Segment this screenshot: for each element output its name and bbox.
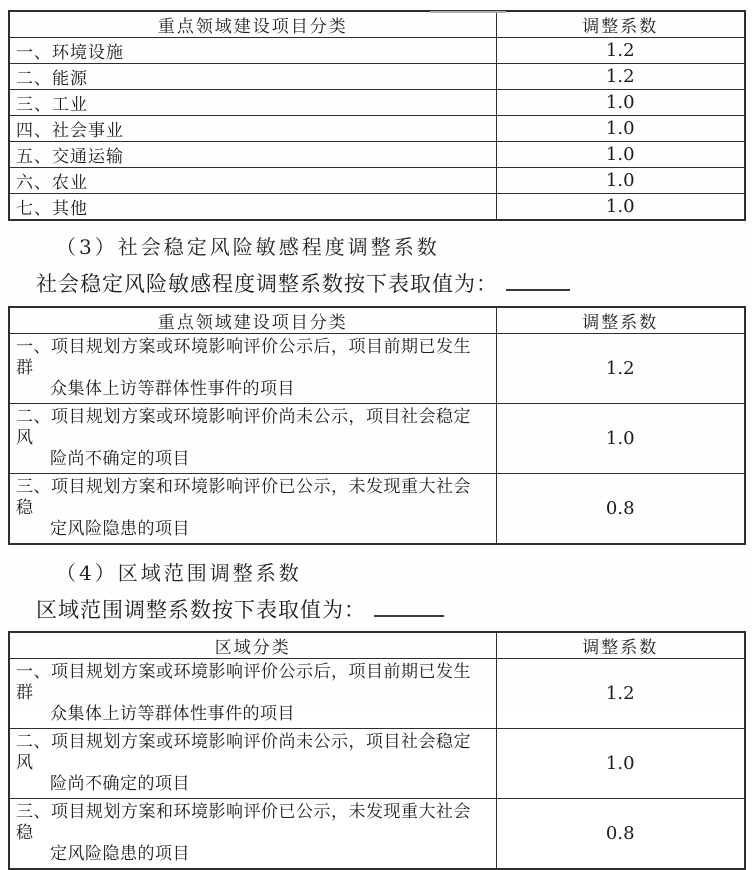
table-row [9,38,745,64]
category-text-line2: 众集体上访等群体性事件的项目 [50,704,295,724]
fill-in-blank-underline [374,603,444,617]
table-row [9,404,745,474]
region-scope-coefficient-table [8,631,746,870]
section-heading-4: （4）区域范围调整系数 [56,561,302,585]
section-heading-3: （3）社会稳定风险敏感程度调整系数 [56,235,440,259]
coefficient-cell: 0.8 [496,474,745,545]
category-cell [9,799,496,870]
category-text-line1: 一、项目规划方案或环境影响评价公示后，项目前期已发生群 [16,337,471,378]
column-header-region: 区域分类 [9,632,496,659]
table-header-row [9,11,745,38]
table-header-row [9,632,745,659]
table-header-row [9,307,745,334]
table-row [9,64,745,90]
category-cell: 六、农业 [9,168,496,194]
table-row [9,799,745,870]
table-row [9,142,745,168]
coefficient-cell: 1.0 [496,194,745,221]
coefficient-cell: 1.0 [496,142,745,168]
section-4-intro-text: 区域范围调整系数按下表取值为： [36,598,366,622]
fill-in-blank-underline [506,277,570,291]
coefficient-cell: 1.0 [496,90,745,116]
category-cell [9,334,496,404]
table-row [9,90,745,116]
category-cell: 二、能源 [9,64,496,90]
category-cell [9,474,496,545]
coefficient-cell: 1.2 [496,64,745,90]
table-row [9,659,745,729]
category-cell [9,729,496,799]
category-text-line2: 定风险隐患的项目 [50,844,190,864]
column-header-coefficient: 调整系数 [496,11,745,38]
table-row [9,729,745,799]
coefficient-cell: 1.2 [496,659,745,729]
document-page [0,10,752,864]
coefficient-cell: 1.2 [496,334,745,404]
column-header-category: 重点领域建设项目分类 [9,307,496,334]
category-text-line2: 定风险隐患的项目 [50,519,190,539]
column-header-coefficient: 调整系数 [496,632,745,659]
coefficient-cell: 0.8 [496,799,745,870]
category-text-line1: 二、项目规划方案或环境影响评价尚未公示，项目社会稳定风 [16,407,471,448]
table-row [9,474,745,545]
category-text-line1: 二、项目规划方案或环境影响评价尚未公示，项目社会稳定风 [16,732,471,773]
category-cell: 四、社会事业 [9,116,496,142]
category-cell: 一、环境设施 [9,38,496,64]
coefficient-cell: 1.2 [496,38,745,64]
category-cell: 五、交通运输 [9,142,496,168]
table-row [9,116,745,142]
coefficient-cell: 1.0 [496,116,745,142]
category-cell: 七、其他 [9,194,496,221]
table-row [9,334,745,404]
category-text-line1: 三、项目规划方案和环境影响评价已公示，未发现重大社会稳 [16,802,471,843]
column-header-coefficient: 调整系数 [496,307,745,334]
section-3-intro-text: 社会稳定风险敏感程度调整系数按下表取值为： [36,272,498,296]
category-text-line2: 险尚不确定的项目 [50,774,190,794]
category-text-line1: 一、项目规划方案或环境影响评价公示后，项目前期已发生群 [16,662,471,703]
social-stability-coefficient-table [8,306,746,545]
key-field-coefficient-table [8,10,746,221]
category-text-line1: 三、项目规划方案和环境影响评价已公示，未发现重大社会稳 [16,477,471,518]
section-3-intro [36,271,752,297]
coefficient-cell: 1.0 [496,404,745,474]
category-cell [9,404,496,474]
cropped-underline-fragment [430,11,506,13]
category-text-line2: 众集体上访等群体性事件的项目 [50,379,295,399]
column-header-category: 重点领域建设项目分类 [9,11,496,38]
category-text-line2: 险尚不确定的项目 [50,449,190,469]
table-row [9,168,745,194]
table-row [9,194,745,221]
category-cell [9,659,496,729]
coefficient-cell: 1.0 [496,168,745,194]
section-4-intro [36,597,752,623]
coefficient-cell: 1.0 [496,729,745,799]
category-cell: 三、工业 [9,90,496,116]
